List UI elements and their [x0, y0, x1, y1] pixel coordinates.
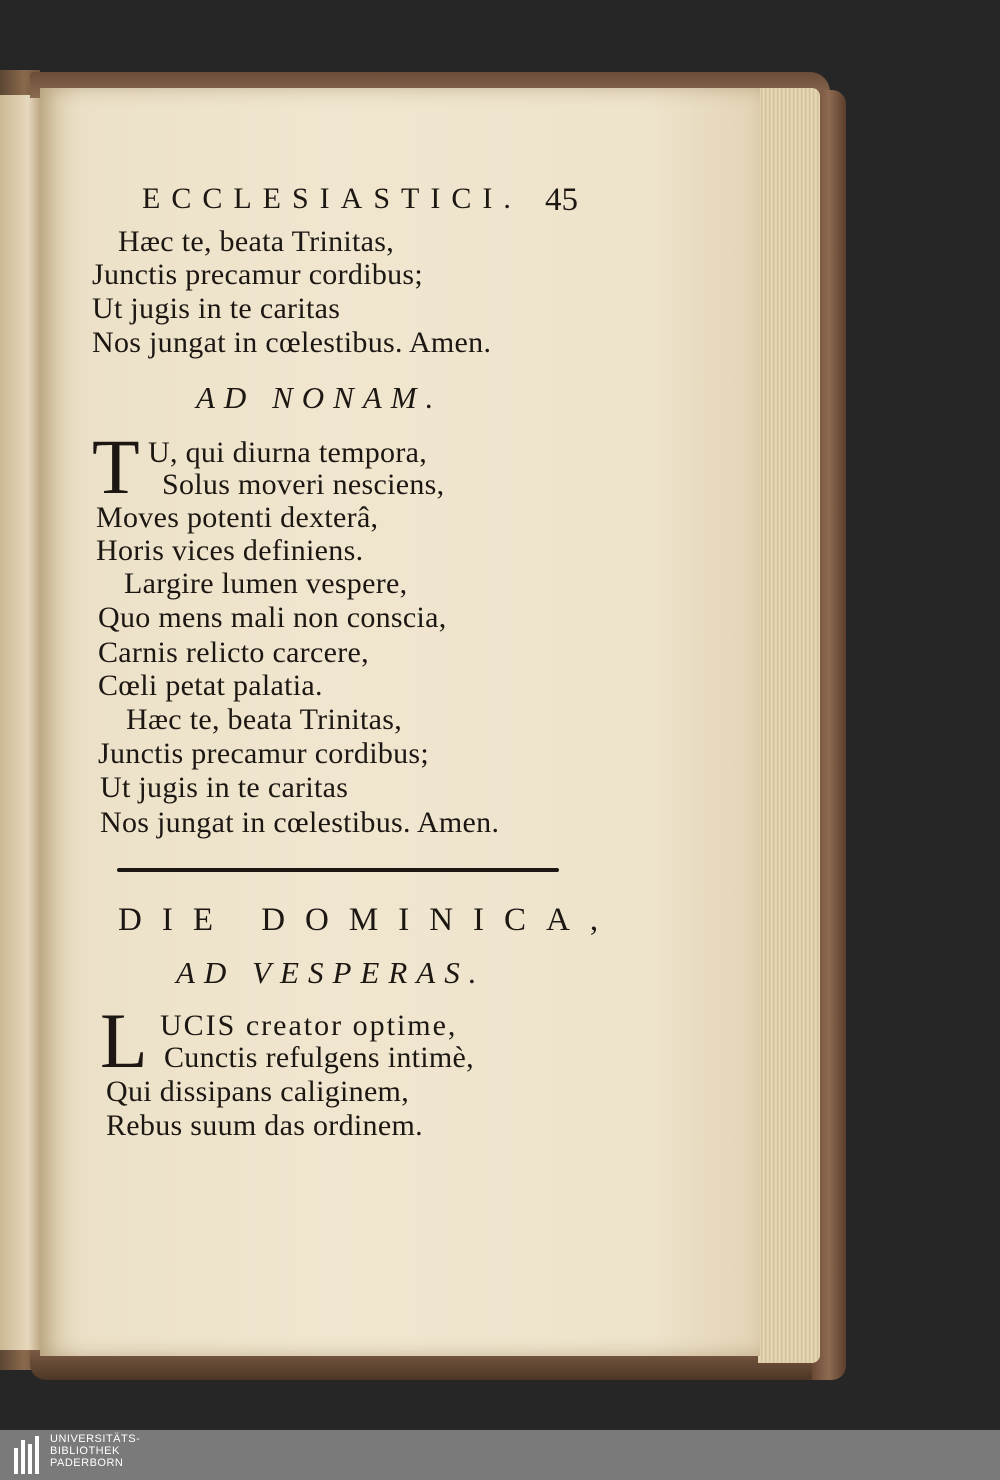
- hymn-line: Moves potenti dexterâ,: [96, 501, 379, 534]
- hymn-line: Junctis precamur cordibus;: [98, 737, 430, 770]
- drop-cap: L: [100, 997, 148, 1084]
- section-divider-rule: [117, 868, 559, 872]
- library-logo-icon: [14, 1436, 44, 1474]
- library-footer-bar: [0, 1430, 1000, 1480]
- section-heading-ad-vesperas: AD VESPERAS.: [176, 955, 486, 990]
- library-name-line: BIBLIOTHEK: [50, 1445, 120, 1457]
- hymn-line: Hæc te, beata Trinitas,: [126, 703, 403, 736]
- hymn-line: Hæc te, beata Trinitas,: [118, 225, 395, 258]
- running-head: ECCLESIASTICI.: [142, 182, 522, 215]
- hymn-line: Junctis precamur cordibus;: [92, 258, 424, 291]
- left-page-edge: [0, 95, 40, 1350]
- hymn-line: U, qui diurna tempora,: [148, 436, 428, 469]
- hymn-line: Nos jungat in cœlestibus. Amen.: [92, 326, 492, 359]
- hymn-line: Largire lumen vespere,: [124, 567, 408, 600]
- hymn-line: Cunctis refulgens intimè,: [164, 1041, 474, 1074]
- library-name-line: PADERBORN: [50, 1457, 124, 1469]
- hymn-line: Nos jungat in cœlestibus. Amen.: [100, 806, 500, 839]
- hymn-line: Quo mens mali non conscia,: [98, 601, 447, 634]
- library-name: [50, 1433, 140, 1469]
- section-heading-die-dominica: DIE DOMINICA,: [118, 902, 619, 938]
- hymn-line: Horis vices definiens.: [96, 534, 364, 567]
- hymn-line: Ut jugis in te caritas: [100, 771, 349, 804]
- library-name-line: UNIVERSITÄTS-: [50, 1433, 141, 1445]
- hymn-line: Solus moveri nesciens,: [162, 468, 445, 501]
- hymn-line: UCIS creator optime,: [160, 1009, 458, 1042]
- page-number: 45: [545, 182, 578, 218]
- hymn-line: Carnis relicto carcere,: [98, 636, 369, 669]
- section-heading-ad-nonam: AD NONAM.: [196, 380, 443, 415]
- hymn-line: Ut jugis in te caritas: [92, 292, 341, 325]
- hymn-line: Rebus suum das ordinem.: [106, 1109, 423, 1142]
- hymn-line: Qui dissipans caliginem,: [106, 1075, 409, 1108]
- drop-cap: T: [92, 423, 140, 510]
- hymn-line: Cœli petat palatia.: [98, 669, 323, 702]
- page-fore-edge: [758, 88, 820, 1363]
